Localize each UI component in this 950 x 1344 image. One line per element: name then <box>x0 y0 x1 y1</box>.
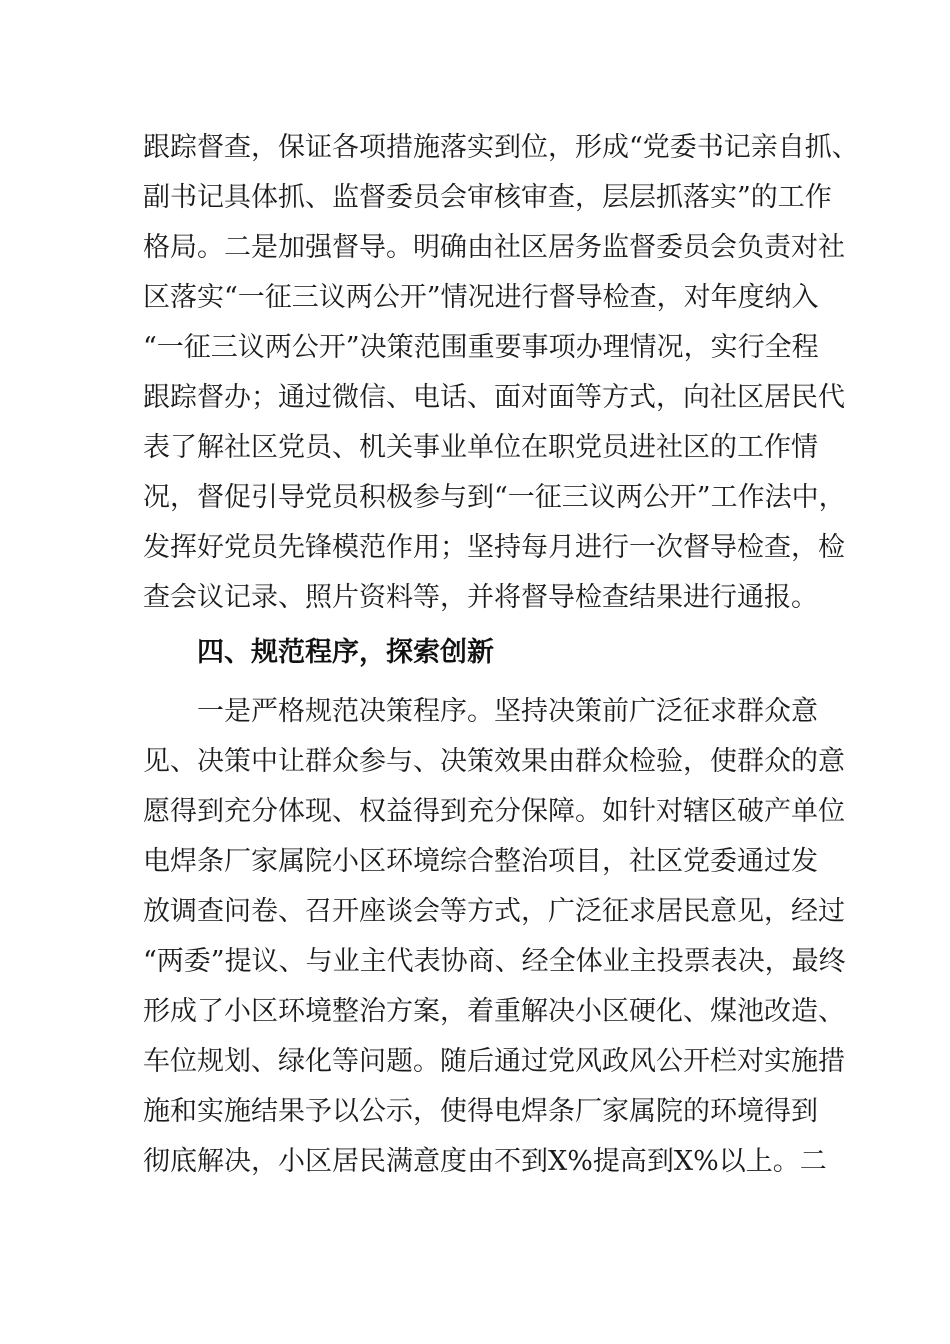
text-line: 施和实施结果予以公示，使得电焊条厂家属院的环境得到 <box>143 1096 818 1127</box>
text-line: 一是严格规范决策程序。坚持决策前广泛征求群众意 <box>197 696 818 727</box>
text-line: 愿得到充分体现、权益得到充分保障。如针对辖区破产单位 <box>143 796 845 827</box>
text-line: 格局。二是加强督导。明确由社区居务监督委员会负责对社 <box>143 232 845 263</box>
text-line: “一征三议两公开”决策范围重要事项办理情况，实行全程 <box>143 332 819 363</box>
text-line: 副书记具体抓、监督委员会审核审查，层层抓落实”的工作 <box>143 182 832 213</box>
text-line: 电焊条厂家属院小区环境综合整治项目，社区党委通过发 <box>143 846 818 877</box>
text-line: 跟踪督办；通过微信、电话、面对面等方式，向社区居民代 <box>143 382 845 413</box>
text-line: “两委”提议、与业主代表协商、经全体业主投票表决，最终 <box>143 946 846 977</box>
text-line: 查会议记录、照片资料等，并将督导检查结果进行通报。 <box>143 582 818 613</box>
text-line: 放调查问卷、召开座谈会等方式，广泛征求居民意见，经过 <box>143 896 845 927</box>
section-heading: 四、规范程序，探索创新 <box>197 637 494 668</box>
text-line: 发挥好党员先锋模范作用；坚持每月进行一次督导检查，检 <box>143 532 845 563</box>
text-line: 表了解社区党员、机关事业单位在职党员进社区的工作情 <box>143 432 818 463</box>
text-line: 区落实“一征三议两公开”情况进行督导检查，对年度纳入 <box>143 282 819 313</box>
text-line: 况，督促引导党员积极参与到“一征三议两公开”工作法中， <box>143 482 846 513</box>
text-line: 见、决策中让群众参与、决策效果由群众检验，使群众的意 <box>143 746 845 777</box>
text-line: 跟踪督查，保证各项措施落实到位，形成“党委书记亲自抓、 <box>143 132 859 163</box>
text-line: 车位规划、绿化等问题。随后通过党风政风公开栏对实施措 <box>143 1046 845 1077</box>
text-line: 形成了小区环境整治方案，着重解决小区硬化、煤池改造、 <box>143 996 845 1027</box>
text-line: 彻底解决，小区居民满意度由不到X%提高到X%以上。二 <box>143 1146 827 1177</box>
